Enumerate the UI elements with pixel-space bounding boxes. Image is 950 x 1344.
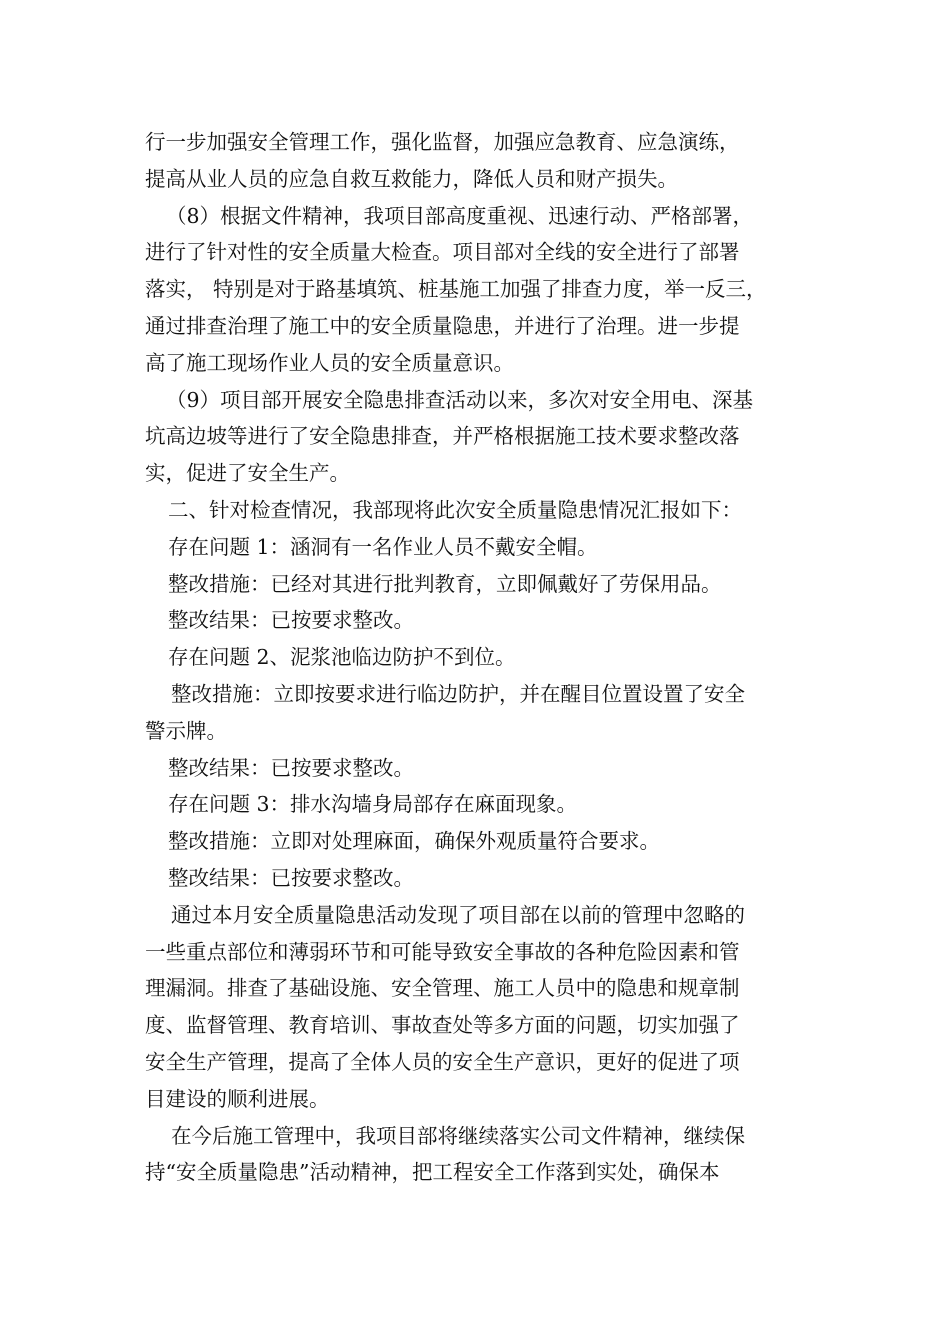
text-line: 存在问题 1：涵洞有一名作业人员不戴安全帽。 bbox=[168, 534, 598, 559]
text-line: 整改措施：立即对处理麻面，确保外观质量符合要求。 bbox=[168, 829, 660, 854]
text-line: 一些重点部位和薄弱环节和可能导致安全事故的各种危险因素和管 bbox=[145, 939, 740, 964]
text-line: 通过排查治理了施工中的安全质量隐患，并进行了治理。进一步提 bbox=[145, 313, 740, 338]
text-line: 整改措施：已经对其进行批判教育，立即佩戴好了劳保用品。 bbox=[168, 571, 722, 596]
text-line: 安全生产管理，提高了全体人员的安全生产意识，更好的促进了项 bbox=[145, 1049, 740, 1074]
text-line: 实，促进了安全生产。 bbox=[145, 461, 350, 486]
text-line: 整改结果：已按要求整改。 bbox=[168, 755, 414, 780]
text-line: 二、针对检查情况，我部现将此次安全质量隐患情况汇报如下： bbox=[168, 497, 742, 522]
text-line: 整改结果：已按要求整改。 bbox=[168, 608, 414, 633]
text-line: 进行了针对性的安全质量大检查。项目部对全线的安全进行了部署 bbox=[145, 240, 740, 265]
text-line: 整改结果：已按要求整改。 bbox=[168, 865, 414, 890]
text-line: 高了施工现场作业人员的安全质量意识。 bbox=[145, 350, 514, 375]
text-line: 警示牌。 bbox=[145, 718, 227, 743]
text-line: 理漏洞。排查了基础设施、安全管理、施工人员中的隐患和规章制 bbox=[145, 976, 740, 1001]
text-line: 整改措施：立即按要求进行临边防护，并在醒目位置设置了安全 bbox=[171, 681, 745, 706]
text-line: 存在问题 3：排水沟墙身局部存在麻面现象。 bbox=[168, 792, 578, 817]
text-line: 度、监督管理、教育培训、事故查处等多方面的问题，切实加强了 bbox=[145, 1013, 740, 1038]
text-line: 存在问题 2、泥浆池临边防护不到位。 bbox=[168, 645, 516, 670]
text-line: 通过本月安全质量隐患活动发现了项目部在以前的管理中忽略的 bbox=[171, 902, 745, 927]
text-line: 行一步加强安全管理工作，强化监督，加强应急教育、应急演练， bbox=[145, 130, 740, 154]
text-line: 坑高边坡等进行了安全隐患排查，并严格根据施工技术要求整改落 bbox=[145, 424, 740, 449]
document-body bbox=[145, 124, 810, 1191]
text-line: 目建设的顺利进展。 bbox=[145, 1086, 330, 1111]
text-line: 在今后施工管理中，我项目部将继续落实公司文件精神，继续保 bbox=[171, 1123, 745, 1148]
text-line: （9）项目部开展安全隐患排查活动以来，多次对安全用电、深基 bbox=[166, 387, 754, 412]
text-line: 持“安全质量隐患”活动精神，把工程安全工作落到实处，确保本 bbox=[145, 1160, 720, 1185]
text-line: （8）根据文件精神，我项目部高度重视、迅速行动、严格部署， bbox=[166, 203, 754, 228]
text-line: 提高从业人员的应急自救互救能力，降低人员和财产损失。 bbox=[145, 166, 678, 191]
text-line: 落实， 特别是对于路基填筑、桩基施工加强了排查力度，举一反三， bbox=[145, 277, 767, 302]
